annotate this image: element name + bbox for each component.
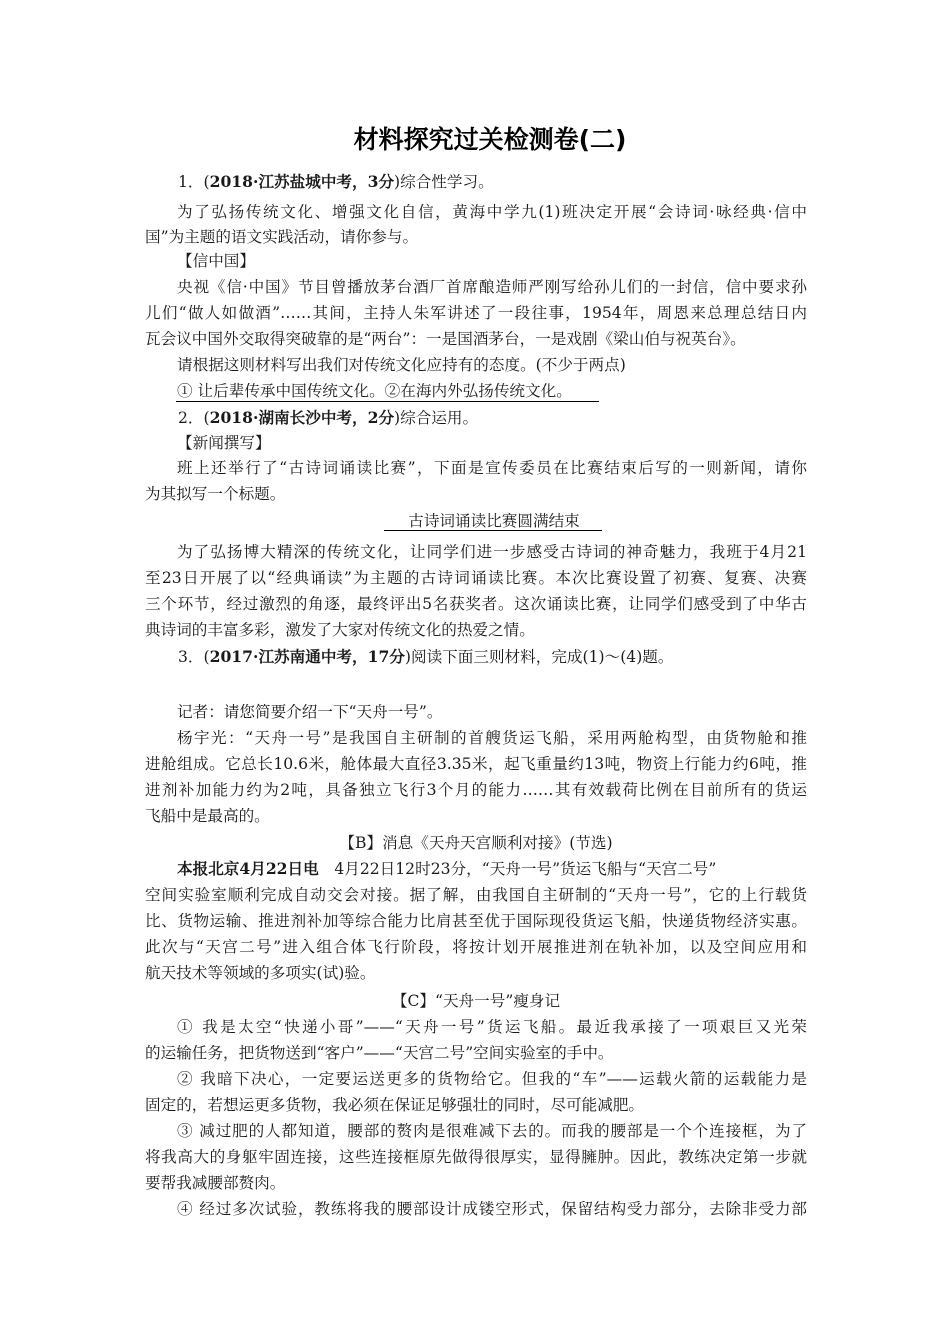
question-2-intro-line: 班上还举行了“古诗词诵读比赛”，下面是宣传委员在比赛结束后写的一则新闻，请你 [177,459,807,477]
question-2-heading [178,408,840,428]
question-1-prompt: 请根据这则材料写出我们对传统文化应持有的态度。(不少于两点) [177,356,626,374]
material-b-line: 航天技术等领域的多项实(试)验。 [145,964,376,982]
material-c-line: ② 我暗下决心，一定要运送更多的货物给它。但我的“车”——运载火箭的运载能力是 [177,1070,807,1088]
page-title: 材料探究过关检测卷(二) [353,125,627,154]
question-1-source: 2018·江苏盐城中考，3分 [209,172,395,191]
news-line: 三个环节，经过激烈的角逐，最终评出5名获奖者。这次诵读比赛，让同学们感受到了中华古 [145,595,807,613]
section-label-news: 【新闻撰写】 [177,434,271,452]
question-1-topic: )综合性学习。 [394,173,494,191]
question-1-number: 1．( [178,173,210,191]
question-3-number: 3．( [178,648,210,666]
material-c-line: 固定的，若想运更多货物，我必须在保证足够强壮的同时，尽可能减肥。 [145,1096,645,1114]
material-c-line: ① 我是太空“快递小哥”——“天舟一号”货运飞船。最近我承接了一项艰巨又光荣 [177,1018,807,1036]
interview-line: 飞船中是最高的。 [145,807,270,825]
material-b-first-line [177,859,807,879]
material-c-line: ④ 经过多次试验，教练将我的腰部设计成镂空形式，保留结构受力部分，去除非受力部 [177,1200,807,1218]
material-line: 瓦会议中国外交取得突破靠的是“两台”：一是国酒茅台，一是戏剧《梁山伯与祝英台》。 [145,330,746,348]
material-c-line: ③ 减过肥的人都知道，腰部的赘肉是很难减下去的。而我的腰部是一个个连接框，为了 [177,1122,807,1140]
question-3-topic: )阅读下面三则材料，完成(1)～(4)题。 [404,648,674,666]
interview-line: 杨宇光：“天舟一号”是我国自主研制的首艘货运飞船，采用两舱构型，由货物舱和推 [177,729,807,747]
answer-underline [176,401,599,402]
question-1-intro-line: 为了弘扬传统文化、增强文化自信，黄海中学九(1)班决定开展“会诗词·咏经典·信中 [177,203,807,221]
question-1-heading [178,172,840,192]
question-2-intro-line: 为其拟写一个标题。 [145,485,286,503]
material-b-line: 比、货物运输、推进剂补加等综合能力比肩甚至优于国际现役货运飞船，快递货物经济实惠。 [145,912,807,930]
material-line: 央视《信·中国》节目曾播放茅台酒厂首席酿造师严刚写给孙儿们的一封信，信中要求孙 [177,278,807,296]
answer-underline [384,530,602,531]
question-2-number: 2．( [178,409,210,427]
material-b-heading: 【B】消息《天舟天宫顺利对接》(节选) [339,834,613,852]
section-label-xin-zhongguo: 【信中国】 [177,252,255,270]
material-c-line: 的运输任务，把货物送到“客户”——“天宫二号”空间实验室的手中。 [145,1044,614,1062]
question-2-source: 2018·湖南长沙中考，2分 [209,408,395,427]
material-line: 儿们“做人如做酒”……其间，主持人朱军讲述了一段往事，1954年，周恩来总理总结日内 [145,304,807,322]
material-b-lead: 4月22日12时23分，“天舟一号”货运飞船与“天宫二号” [318,860,717,878]
material-b-line: 空间实验室顺利完成自动交会对接。据了解，由我国自主研制的“天舟一号”，它的上行载货 [145,886,807,904]
material-b-dateline: 本报北京4月22日电 [177,859,319,878]
news-line: 至23日开展了以“经典诵读”为主题的古诗词诵读比赛。本次比赛设置了初赛、复赛、决赛 [145,569,807,587]
interview-line: 进剂补加能力约为2吨，具备独立飞行3个月的能力……其有效载荷比例在目前所有的货运 [145,781,807,799]
question-3-source: 2017·江苏南通中考，17分 [209,647,405,666]
interview-line: 记者：请您简要介绍一下“天舟一号”。 [177,703,443,721]
interview-line: 进舱组成。它总长10.6米，舱体最大直径3.35米，起飞重量约13吨，物资上行能力约6吨，推 [145,755,807,773]
question-2-answer-title: 古诗词诵读比赛圆满结束 [408,512,580,530]
material-b-line: 此次与“天宫二号”进入组合体飞行阶段，将按计划开展推进剂在轨补加，以及空间应用和 [145,938,807,956]
news-line: 典诗词的丰富多彩，激发了大家对传统文化的热爱之情。 [145,621,535,639]
material-c-line: 将我高大的身躯牢固连接，这些连接框原先做得很厚实，显得臃肿。因此，教练决定第一步就 [145,1148,807,1166]
question-3-heading [178,647,840,667]
material-c-line: 要帮我减腰部赘肉。 [145,1174,286,1192]
question-1-intro-line: 国”为主题的语文实践活动，请你参与。 [145,228,419,246]
question-2-topic: )综合运用。 [394,409,479,427]
question-1-answer: ① 让后辈传承中国传统文化。②在海内外弘扬传统文化。 [177,382,572,400]
material-c-heading: 【C】“天舟一号”瘦身记 [391,992,561,1010]
news-line: 为了弘扬博大精深的传统文化，让同学们进一步感受古诗词的神奇魅力，我班于4月21 [177,543,807,561]
